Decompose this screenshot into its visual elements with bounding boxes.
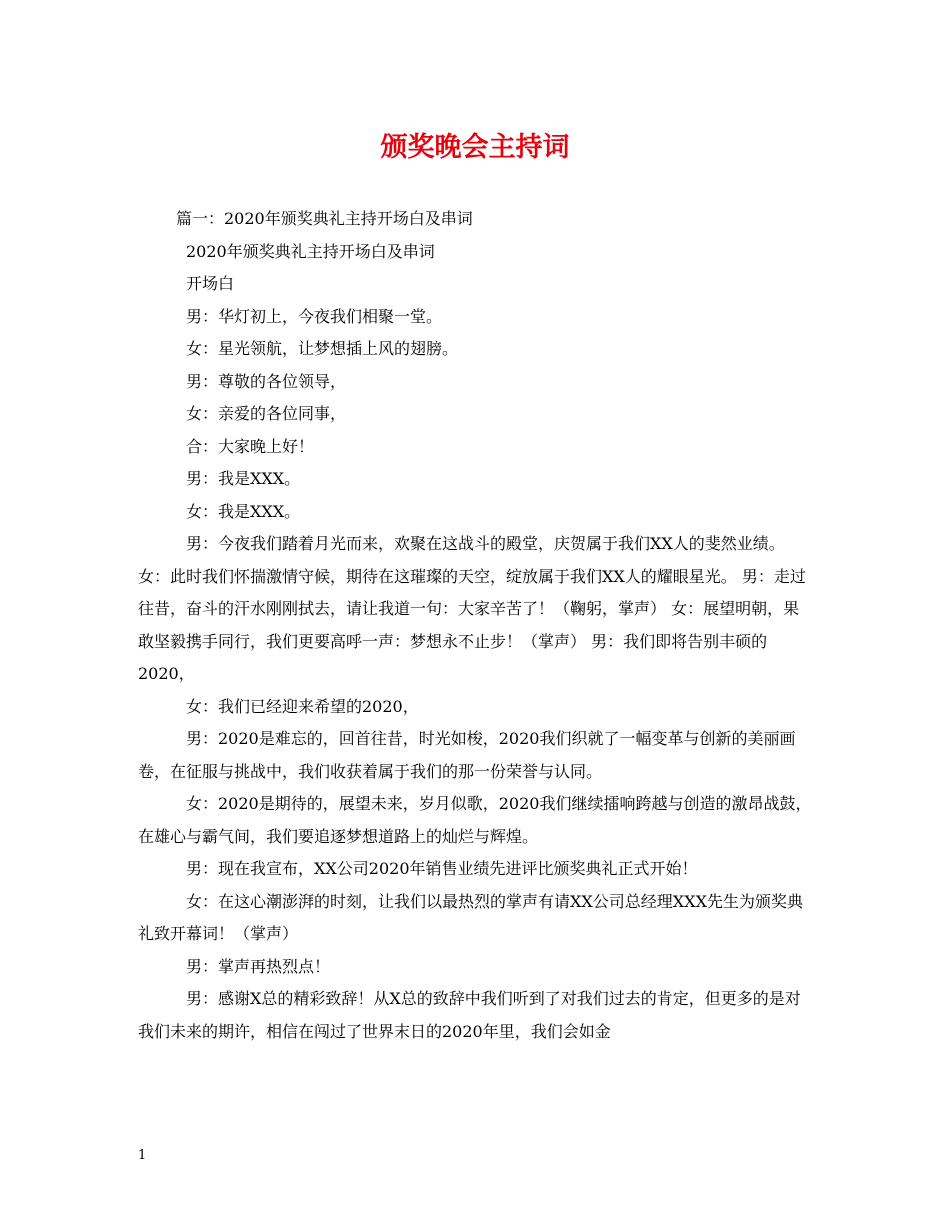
paragraph: 合：大家晚上好！ <box>186 436 315 456</box>
paragraph: 篇一：2020年颁奖典礼主持开场白及串词 <box>176 209 473 228</box>
paragraph: 女：我是XXX。 <box>186 501 301 521</box>
paragraph: 女：星光领航，让梦想插上风的翅膀。 <box>186 339 459 358</box>
paragraph: 男：感谢X总的精彩致辞！从X总的致辞中我们听到了对我们过去的肯定，但更多的是对我们未来的期许，相信在闯过了世界末日的2020年里，我们会如金 <box>138 989 801 1041</box>
paragraph: 2020年颁奖典礼主持开场白及串词 <box>186 241 435 261</box>
page-number: 1 <box>138 1148 147 1163</box>
page-title: 颁奖晚会主持词 <box>380 132 570 163</box>
paragraph: 女：2020是期待的，展望未来，岁月似歌，2020我们继续擂响跨越与创造的激昂战鼓，在雄心与霸气间，我们要追逐梦想道路上的灿烂与辉煌。 <box>138 794 812 846</box>
paragraph: 女：在这心潮澎湃的时刻，让我们以最热烈的掌声有请XX公司总经理XXX先生为颁奖典礼致开幕词！（掌声） <box>138 891 803 943</box>
paragraph: 开场白 <box>186 274 235 293</box>
document-body <box>138 203 814 1048</box>
paragraph: 男：现在我宣布，XX公司2020年销售业绩先进评比颁奖典礼正式开始！ <box>186 859 698 878</box>
paragraph: 女：我们已经迎来希望的2020， <box>186 696 419 716</box>
paragraph: 男：华灯初上，今夜我们相聚一堂。 <box>186 306 443 326</box>
paragraph: 男：2020是难忘的，回首往昔，时光如梭，2020我们织就了一幅变革与创新的美丽画卷，在征服与挑战中，我们收获着属于我们的那一份荣誉与认同。 <box>138 729 796 781</box>
paragraph: 男：尊敬的各位领导， <box>186 371 347 391</box>
paragraph: 男：我是XXX。 <box>186 469 301 488</box>
paragraph: 男：掌声再热烈点！ <box>186 956 331 976</box>
paragraph: 女：亲爱的各位同事， <box>186 404 347 423</box>
paragraph: 男：今夜我们踏着月光而来，欢聚在这战斗的殿堂，庆贺属于我们XX人的斐然业绩。 女：此时我们怀揣激情守候，期待在这璀璨的天空，绽放属于我们XX人的耀眼星光。 男：走过往昔，奋斗的汗水刚刚拭去，请让我道一句：大家辛苦了！（鞠躬，掌声） 女：展望明朝，果敢坚毅携手同行，我们更要高呼一声：梦想永不止步！（掌声） 男：我们即将告别丰硕的2020， <box>138 534 806 683</box>
